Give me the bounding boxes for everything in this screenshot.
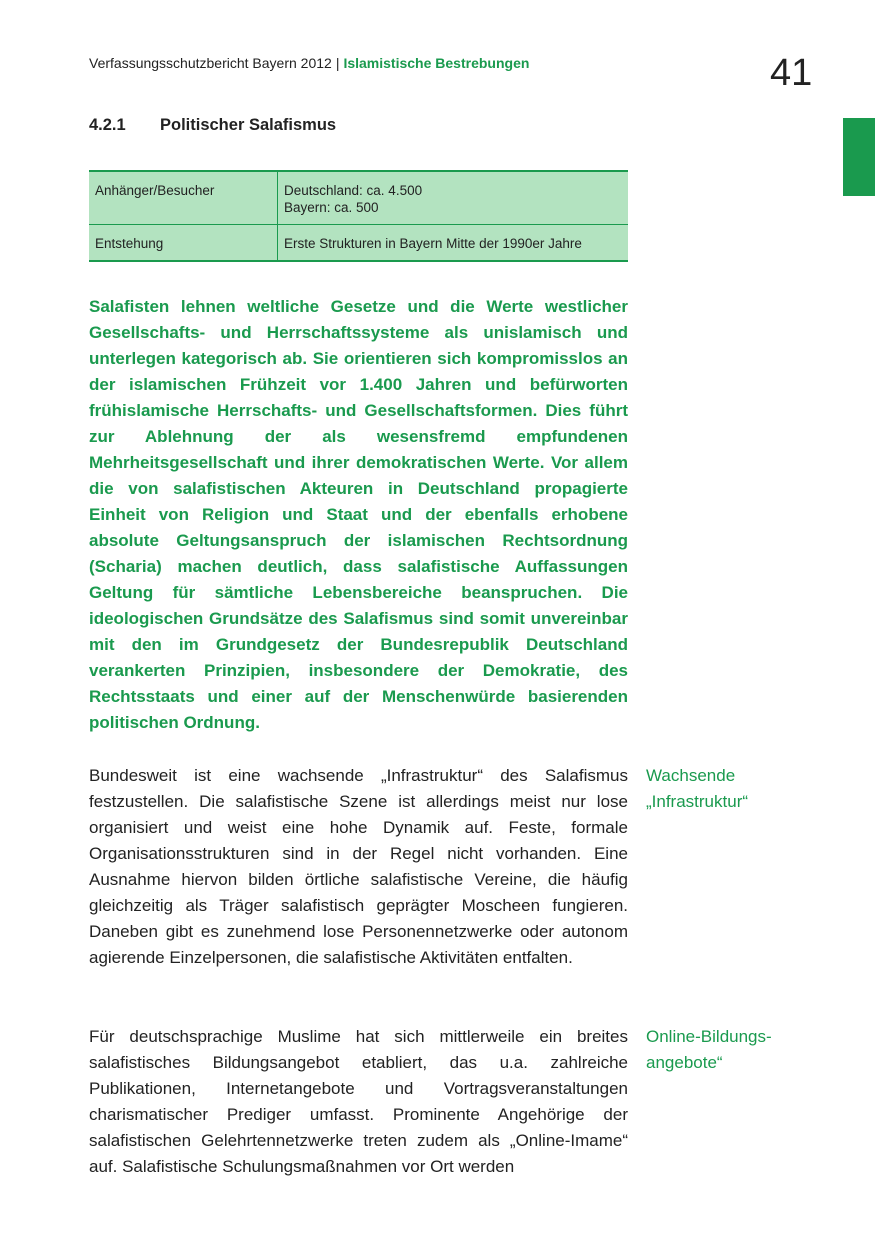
- report-title: Verfassungsschutzbericht Bayern 2012: [89, 55, 332, 71]
- table-label: Anhänger/Besucher: [89, 171, 278, 225]
- table-value: Erste Strukturen in Bayern Mitte der 1990er Jahre: [284, 236, 582, 251]
- margin-note: [646, 763, 826, 815]
- table-row: [89, 225, 628, 262]
- table-label: Entstehung: [89, 225, 278, 262]
- margin-note: [646, 1024, 826, 1076]
- section-number: 4.2.1: [89, 116, 126, 134]
- body-paragraph: Bundesweit ist eine wachsende „Infrastruktur“ des Salafismus festzustellen. Die salafistische Szene ist allerdings meist nur lose organisiert und weist eine hohe Dynamik auf. Feste, formale Organisationsstrukturen sind in der Regel nicht vorhanden. Eine Ausnahme hiervon bilden örtliche salafistische Vereine, die häufig gleichzeitig als Träger salafistisch geprägter Moscheen fungieren. Daneben gibt es zunehmend lose Personennetzwerke oder autonom agierende Einzelpersonen, die salafistische Aktivitäten entfalten.: [89, 766, 628, 967]
- table-row: [89, 171, 628, 225]
- margin-note-line: Online-Bildungs-: [646, 1027, 772, 1046]
- margin-note-line: „Infrastruktur“: [646, 792, 749, 811]
- table-value: [278, 171, 629, 225]
- chapter-title: Islamistische Bestrebungen: [343, 55, 530, 71]
- header-separator: |: [335, 55, 340, 71]
- margin-note-line: angebote“: [646, 1053, 723, 1072]
- running-header: [89, 55, 529, 71]
- table-value-line: Deutschland: ca. 4.500: [284, 183, 423, 198]
- chapter-tab-marker: [843, 118, 875, 196]
- page-number: 41: [770, 52, 813, 94]
- section-title: Politischer Salafismus: [160, 116, 337, 134]
- lead-paragraph: Salafisten lehnen weltliche Gesetze und die Werte westlicher Gesellschafts- und Herrschaftssysteme als unislamisch und unterlegen kategorisch ab. Sie orientieren sich kompromisslos an der islamischen Frühzeit vor 1.400 Jahren und befürworten frühislamische Herrschafts- und Gesellschaftsformen. Dies führt zur Ablehnung der als wesensfremd empfundenen Mehrheitsgesellschaft und ihrer demokratischen Werte. Vor allem die von salafistischen Akteuren in Deutschland propagierte Einheit von Religion und Staat und der ebenfalls erhobene absolute Geltungsanspruch der islamischen Rechtsordnung (Scharia) machen deutlich, dass salafistische Auffassungen Geltung für sämtliche Lebensbereiche beanspruchen. Die ideologischen Grundsätze des Salafismus sind somit unvereinbar mit den im Grundgesetz der Bundesrepublik Deutschland verankerten Prinzipien, insbesondere der Demokratie, des Rechtsstaats und einer auf der Menschenwürde basierenden politischen Ordnung.: [89, 297, 628, 732]
- body-paragraph: Für deutschsprachige Muslime hat sich mittlerweile ein breites salafistisches Bildungsangebot etabliert, das u.a. zahlreiche Publikationen, Internetangebote und Vortragsveranstaltungen charismatischer Prediger umfasst. Prominente Angehörige der salafistischen Gelehrtennetzwerke treten zudem als „Online-Imame“ auf. Salafistische Schulungsmaßnahmen vor Ort werden: [89, 1027, 628, 1176]
- margin-note-line: Wachsende: [646, 766, 736, 785]
- section-heading: [89, 116, 336, 135]
- facts-table: [89, 170, 628, 262]
- table-value-line: Bayern: ca. 500: [284, 200, 379, 215]
